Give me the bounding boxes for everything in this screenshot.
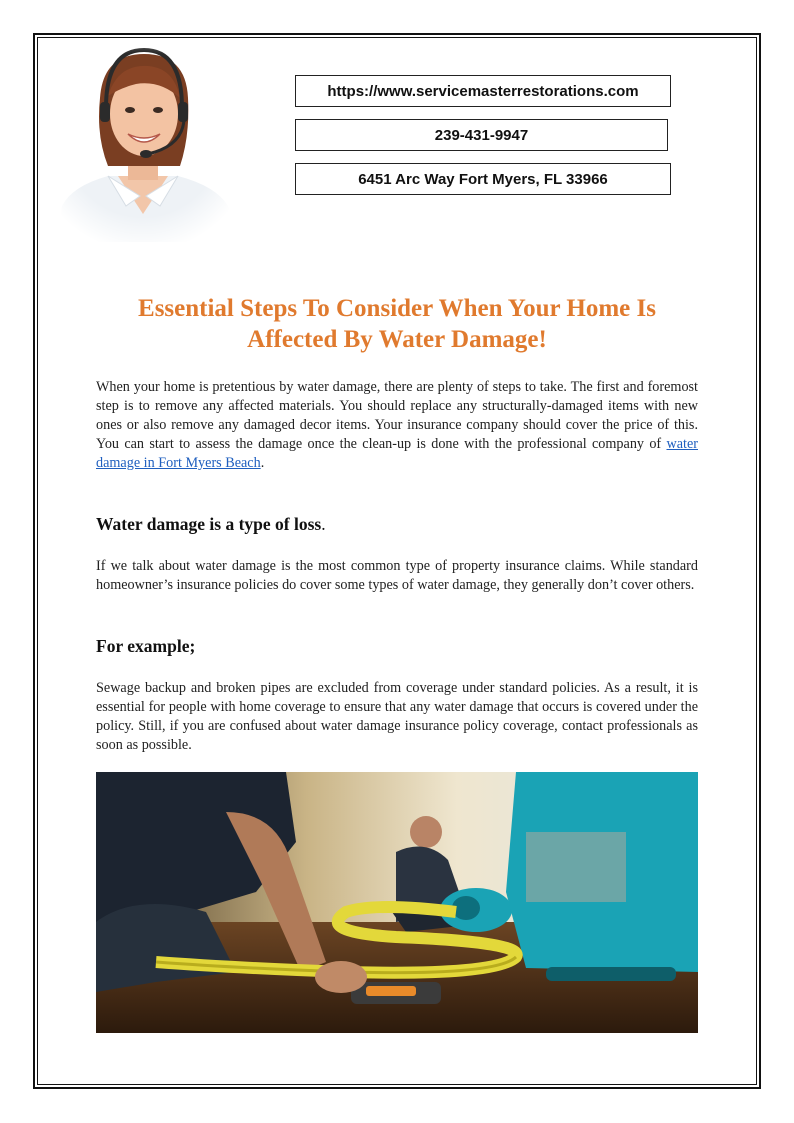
customer-service-agent-image (48, 46, 238, 242)
water-restoration-photo (96, 772, 698, 1033)
website-url-box[interactable]: https://www.servicemasterrestorations.com (295, 75, 671, 107)
intro-paragraph-end: . (260, 455, 265, 471)
section-heading-for-example: For example; (96, 636, 196, 656)
phone-number-box[interactable]: 239-431-9947 (295, 119, 668, 151)
intro-paragraph (96, 378, 698, 473)
address-box: 6451 Arc Way Fort Myers, FL 33966 (295, 163, 671, 195)
section-heading-water-damage-loss (96, 514, 326, 535)
title-line-2: Affected By Water Damage! (247, 326, 547, 353)
intro-paragraph-text: When your home is pretentious by water damage, there are plenty of steps to take. The first and foremost step is to remove any affected materials. You should replace any structurally-damaged items with new ones or also remove any damaged decor items. Your insurance company should cover the price of this. You can start to assess the damage once the clean-up is done with the professional company of (96, 379, 698, 452)
heading-period: . (321, 514, 326, 534)
heading-text: Water damage is a type of loss (96, 514, 322, 534)
article-title (96, 293, 698, 355)
insurance-claims-paragraph: If we talk about water damage is the most common type of property insurance claims. While standard homeowner’s insurance policies do cover some types of water damage, they generally don’t cover others. (96, 558, 698, 593)
title-line-1: Essential Steps To Consider When Your Home Is (138, 295, 656, 322)
water-damage-fort-myers-beach-link[interactable]: water damage in Fort Myers Beach (96, 436, 698, 471)
coverage-paragraph: Sewage backup and broken pipes are excluded from coverage under standard policies. As a result, it is essential for people with home coverage to ensure that any water damage that occurs is covered under the policy. Still, if you are confused about water damage insurance policy coverage, contact professionals as soon as possible. (96, 680, 698, 753)
